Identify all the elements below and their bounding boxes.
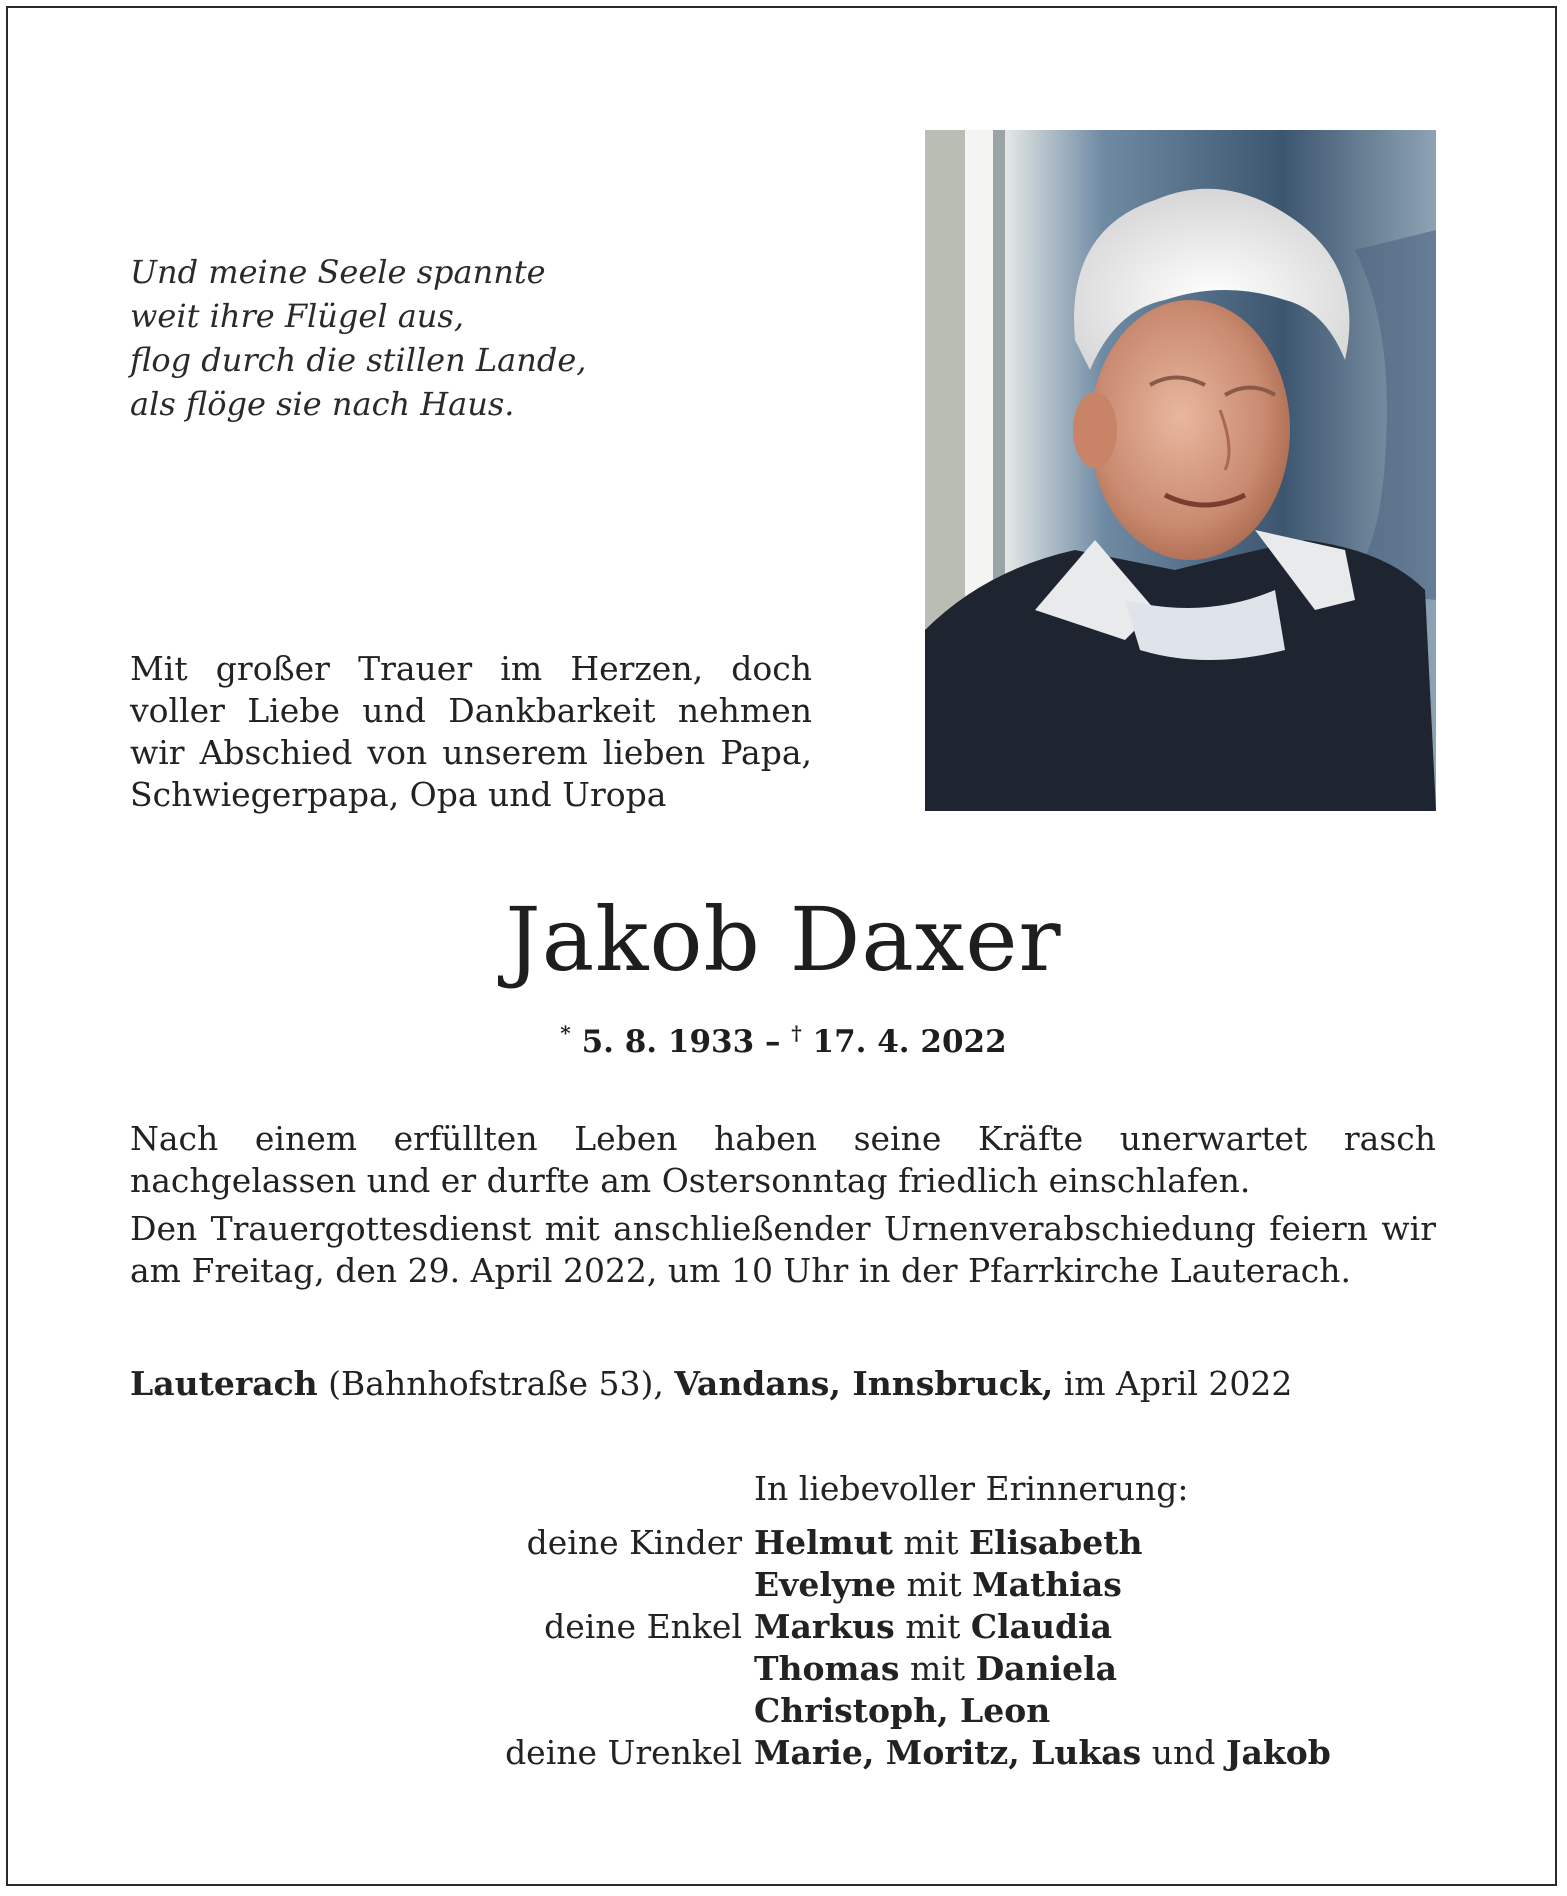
place-date: im April 2022: [1053, 1364, 1293, 1403]
name: Markus: [754, 1607, 895, 1646]
family-names: [754, 1732, 1331, 1774]
intro-text: Mit großer Trauer im Herzen, doch voller Liebe und Dankbarkeit nehmen wir Abschied von unserem lieben Papa, Schwiegerpapa, Opa und Uropa: [130, 649, 812, 814]
poem-line: flog durch die stillen Lande,: [130, 341, 587, 379]
birth-date: 5. 8. 1933: [581, 1024, 755, 1060]
family-row: [0, 1648, 1567, 1690]
name: Evelyne: [754, 1565, 897, 1604]
family-names: [754, 1564, 1122, 1606]
poem-line: als flöge sie nach Haus.: [130, 385, 515, 423]
family-row: [0, 1690, 1567, 1732]
birth-symbol: *: [560, 1021, 571, 1045]
family-row: [0, 1732, 1567, 1774]
grandchildren-label: deine Enkel: [544, 1607, 742, 1646]
with-word: mit: [903, 1523, 959, 1562]
name: Helmut: [754, 1523, 893, 1562]
announcement-body: [130, 1118, 1436, 1298]
name: Christoph, Leon: [754, 1691, 1051, 1730]
family-row: [0, 1564, 1567, 1606]
family-names: [754, 1690, 1050, 1732]
with-word: mit: [906, 1565, 962, 1604]
place-town: Lauterach: [130, 1364, 318, 1403]
poem-line: weit ihre Flügel aus,: [130, 297, 464, 335]
poem-line: Und meine Seele spannte: [130, 253, 546, 291]
family-names: [754, 1648, 1117, 1690]
name: Marie, Moritz, Lukas: [754, 1733, 1142, 1772]
name: Claudia: [970, 1607, 1113, 1646]
death-date: 17. 4. 2022: [812, 1024, 1007, 1060]
place-address: (Bahnhofstraße 53),: [317, 1364, 675, 1403]
name: Elisabeth: [968, 1523, 1143, 1562]
date-separator: –: [764, 1024, 781, 1060]
memory-heading: In liebevoller Erinnerung:: [754, 1469, 1189, 1508]
family-row: [0, 1606, 1567, 1648]
portrait-photo: [925, 130, 1436, 811]
children-label: deine Kinder: [526, 1523, 742, 1562]
greatgrandchildren-label: deine Urenkel: [505, 1733, 742, 1772]
paragraph: Nach einem erfüllten Leben haben seine Kräfte unerwartet rasch nachgelassen und er durfte am Ostersonntag friedlich einschlafen.: [130, 1119, 1436, 1200]
place-date-line: [130, 1363, 1292, 1405]
with-word: mit: [905, 1607, 961, 1646]
paragraph: Den Trauergottesdienst mit anschließender Urnenverabschiedung feiern wir am Freitag, den 29. April 2022, um 10 Uhr in der Pfarrkirche Lauterach.: [130, 1209, 1436, 1290]
deceased-name: Jakob Daxer: [505, 888, 1062, 991]
name: Jakob: [1225, 1733, 1331, 1772]
life-dates: [0, 1013, 1567, 1062]
and-word: und: [1151, 1733, 1216, 1772]
family-row: [0, 1522, 1567, 1564]
family-names: [754, 1522, 1142, 1564]
with-word: mit: [909, 1649, 966, 1688]
name: Mathias: [972, 1565, 1122, 1604]
place-towns: Vandans, Innsbruck,: [674, 1364, 1054, 1403]
name: Thomas: [754, 1649, 900, 1688]
family-names: [754, 1606, 1112, 1648]
poem: [130, 250, 586, 426]
name: Daniela: [975, 1649, 1118, 1688]
death-symbol: †: [791, 1021, 802, 1045]
